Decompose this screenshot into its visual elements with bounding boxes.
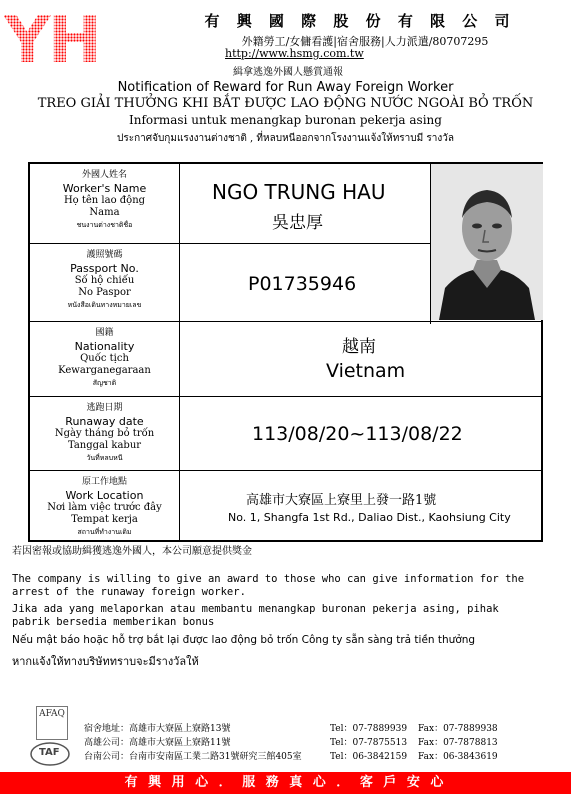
- tel-2: Tel：07-7875513: [330, 738, 408, 748]
- slogan-bar: 有 興 用 心 ． 服 務 真 心 ． 客 戶 安 心: [0, 772, 571, 794]
- label-th: วันที่หลบหนี: [86, 454, 123, 462]
- fax-3: Fax：06-3843619: [418, 752, 498, 762]
- title-vi: TREO GIẢI THƯỞNG KHI BẮT ĐƯỢC LAO ĐỘNG NƯỚC NGOÀI BỎ TRỐN: [37, 96, 534, 111]
- work-location-zh: 高雄市大寮區上寮里上發一路1號: [246, 493, 437, 508]
- label-en: Nationality: [74, 340, 135, 353]
- label-runaway-date: [30, 397, 180, 470]
- nationality-en: Vietnam: [326, 360, 406, 382]
- tel-3: Tel：06-3842159: [330, 752, 408, 762]
- label-zh: 國籍: [95, 328, 114, 338]
- afaq-logo: [36, 706, 68, 740]
- address-2: 高雄公司：高雄市大寮區上寮路11號: [84, 738, 231, 748]
- title-th: ประกาศจับกุมแรงงานต่างชาติ , ที่หลบหนีออกจากโรงงานแจ้งให้ทราบมี รางวัล: [116, 133, 455, 144]
- label-vi: Họ tên lao động: [63, 195, 146, 206]
- label-th: หนังสือเดินทางหมายเลข: [67, 301, 142, 309]
- label-th: ชนงานต่างชาติชื่อ: [76, 221, 133, 229]
- label-zh: 護照號碼: [86, 250, 123, 260]
- label-id: Nama: [89, 207, 120, 218]
- reward-text-vi: Nếu mật báo hoặc hỗ trợ bắt lại được lao động bỏ trốn Công ty sẵn sàng trả tiền thưởng: [12, 634, 476, 646]
- company-name: 有 興 國 際 股 份 有 限 公 司: [204, 12, 516, 30]
- label-vi: Nơi làm việc trước đây: [47, 502, 162, 513]
- label-zh: 逃跑日期: [86, 403, 123, 413]
- label-id: Kewarganegaraan: [58, 365, 151, 376]
- title-en: Notification of Reward for Run Away Foreign Worker: [117, 80, 454, 95]
- tel-1: Tel：07-7889939: [330, 724, 408, 734]
- company-logo: [4, 6, 104, 68]
- reward-text-zh: 若因密報或協助緝獲逃逸外國人，本公司願意提供獎金: [12, 546, 252, 557]
- label-vi: Số hộ chiếu: [74, 275, 135, 286]
- taf-logo-text: TAF: [39, 747, 60, 758]
- worker-name-en: NGO TRUNG HAU: [212, 180, 386, 204]
- address-3: 台南公司：台南市安南區工業二路31號研究三館405室: [84, 752, 302, 762]
- row-runaway-date: [30, 397, 541, 471]
- label-th: สัญชาติ: [92, 379, 117, 387]
- fax-2: Fax：07-7878813: [418, 738, 498, 748]
- label-id: Tempat kerja: [71, 514, 138, 525]
- label-zh: 外國人姓名: [81, 170, 127, 180]
- notice-title-zh: 緝拿逃逸外國人懸賞通報: [233, 67, 343, 78]
- label-nationality: [30, 322, 180, 396]
- website-link[interactable]: http://www.hsmg.com.tw: [225, 47, 364, 60]
- reward-text-th: หากแจ้งให้ทางบริษัททราบจะมีรางวัลให้: [12, 655, 199, 668]
- reward-text-id: Jika ada yang melaporkan atau membantu menangkap buronan pekerja asing, pihak pabrik bersedia memberikan bonus: [12, 603, 499, 628]
- label-en: Runaway date: [65, 415, 144, 428]
- label-name: [30, 164, 180, 243]
- label-id: No Paspor: [78, 287, 131, 298]
- label-zh: 原工作地點: [81, 477, 127, 487]
- row-work-location: [30, 471, 541, 542]
- label-vi: Quốc tịch: [80, 353, 129, 364]
- services-line: 外籍勞工/女傭看護|宿舍服務|人力派遣/80707295: [241, 35, 489, 48]
- passport-number: P01735946: [248, 273, 357, 295]
- worker-photo: [430, 164, 543, 324]
- row-nationality: [30, 322, 541, 397]
- label-en: Worker's Name: [62, 182, 147, 195]
- label-en: Passport No.: [70, 262, 139, 275]
- runaway-date-value: 113/08/20~113/08/22: [252, 423, 463, 445]
- label-work-location: [30, 471, 180, 542]
- title-id: Informasi untuk menangkap buronan pekerja asing: [129, 113, 442, 127]
- svg-text:Y: Y: [4, 6, 51, 68]
- label-vi: Ngày tháng bỏ trốn: [54, 428, 155, 439]
- svg-text:H: H: [48, 6, 102, 68]
- label-passport: [30, 244, 180, 321]
- label-id: Tanggal kabur: [67, 440, 142, 451]
- address-1: 宿舍地址：高雄市大寮區上寮路13號: [84, 724, 231, 734]
- nationality-zh: 越南: [342, 337, 376, 357]
- worker-info-table: [28, 162, 543, 542]
- work-location-en: No. 1, Shangfa 1st Rd., Daliao Dist., Kaohsiung City: [228, 511, 511, 524]
- reward-text-en: The company is willing to give an award to those who can give information for the arrest of the runaway foreign worker.: [12, 573, 525, 598]
- label-en: Work Location: [65, 489, 144, 502]
- fax-1: Fax：07-7889938: [418, 724, 498, 734]
- afaq-logo-text: AFAQ: [39, 709, 65, 719]
- label-th: สถานที่ทำงานเดิม: [77, 528, 132, 536]
- worker-name-zh: 吳忠厚: [272, 213, 323, 233]
- taf-logo: [30, 742, 70, 766]
